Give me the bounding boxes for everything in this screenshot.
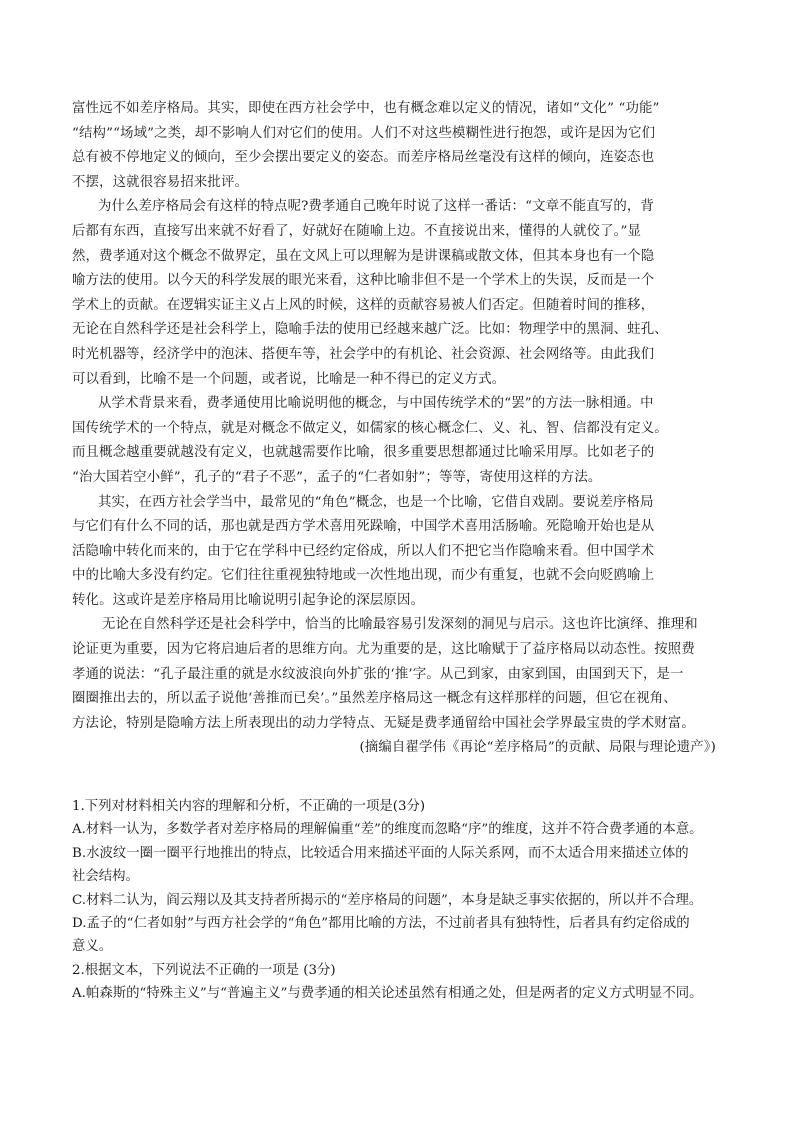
passage-line: 富性远不如差序格局。其实，即使在西方社会学中，也有概念难以定义的情况，诸如“文化” “功能” — [72, 101, 660, 116]
passage-line: “结构”“场域”之类，却不影响人们对它们的使用。人们不对这些模糊性进行抱怨，或许是因为它们 — [72, 125, 656, 141]
passage-line: 国传统学术的一个特点，就是对概念不做定义，如儒家的核心概念仁、义、礼、智、信都没有定义。 — [72, 420, 668, 436]
passage-line: 而且概念越重要就越没有定义，也就越需要作比喻，很多重要思想都通过比喻采用厚。比如老子的 — [72, 445, 655, 461]
passage-line: 孝通的说法：“孔子最注重的就是水纹波浪向外扩张的‘推’字。从己到家，由家到国，由国到天下，是一 — [72, 666, 684, 682]
answer-option: A.材料一认为，多数学者对差序格局的理解偏重“差”的维度而忽略“序”的维度，这并不符合费孝通的本意。 — [72, 822, 703, 838]
passage-line: 可以看到，比喻不是一个问题，或者说，比喻是一种不得已的定义方式。 — [72, 371, 506, 387]
passage-line: 与它们有什么不同的话，那也就是西方学术喜用死跺喻，中国学术喜用活肠喻。死隐喻开始也是从 — [72, 519, 655, 535]
passage-line: 学术上的贡献。在逻辑实证主义占上风的时候，这样的贡献容易被人们否定。但随着时间的推移， — [72, 297, 655, 313]
passage-line: 圈圈推出去的，所以孟子说他‘善推而已矣’。”虽然差序格局这一概念有这样那样的问题，但它在视角、 — [72, 691, 677, 707]
paragraph-start-line: 为什么差序格局会有这样的特点呢?费孝通自己晚年时说了这样一番话：“文章不能直写的，背 — [98, 199, 654, 215]
passage-line: 总有被不停地定义的倾向，至少会摆出要定义的姿态。而差序格局丝毫没有这样的倾向，连姿态也 — [72, 150, 655, 166]
passage-line: 然，费孝通对这个概念不做界定，虽在文风上可以理解为是讲课稿或散文体，但其本身也有一个隐 — [72, 248, 655, 264]
passage-line: 时光机器等，经济学中的泡沫、搭便车等，社会学中的有机论、社会资源、社会网络等。由此我们 — [72, 346, 655, 362]
paragraph-start-line: 其实，在西方社会学当中，最常见的“角色”概念，也是一个比喻，它借自戏剧。要说差序格局 — [98, 494, 654, 510]
passage-line: 不摆，这就很容易招来批评。 — [72, 174, 249, 190]
reading-passage — [72, 97, 732, 761]
passage-line: 活隐喻中转化而来的，由于它在学科中已经约定俗成，所以人们不把它当作隐喻来看。但中国学术 — [72, 543, 655, 559]
passage-line: 无论在自然科学还是社会科学上，隐喻手法的使用已经越来越广泛。比如：物理学中的黑洞、蛀孔、 — [72, 322, 668, 338]
passage-line: 转化。这或许是差序格局用比喻说明引起争论的深层原因。 — [72, 592, 425, 608]
paragraph-start-line: 无论在自然科学还是社会科学中，恰当的比喻最容易引发深刻的洞见与启示。这也许比演绎、推理和 — [102, 617, 698, 633]
answer-option: B.水波纹一圈一圈平行地推出的特点，比较适合用来描述平面的人际关系网，而不太适合用来描述立体的 — [72, 845, 689, 861]
answer-option: A.帕森斯的“特殊主义”与“普遍主义”与费孝通的相关论述虽然有相通之处，但是两者的定义方式明显不同。 — [72, 986, 703, 1002]
answer-option: D.孟子的“仁者如射”与西方社会学的“角色”都用比喻的方法，不过前者具有独特性，后者具有约定俗成的 — [72, 915, 690, 931]
passage-line: 中的比喻大多没有约定。它们往往重视独特地或一次性地出现，而少有重复，也就不会向贬鸥喻上 — [72, 568, 655, 584]
passage-line: 喻方法的使用。以今天的科学发展的眼光来看，这种比喻非但不是一个学术上的失误，反而是一个 — [72, 273, 655, 289]
passage-line: “治大国若空小鲜”，孔子的“君子不恶”，孟子的“仁者如射”；等等，寄使用这样的方法。 — [72, 469, 602, 485]
answer-option-continuation: 社会结构。 — [72, 869, 139, 885]
passage-line: 论证更为重要，因为它将启迪后者的思维方向。尤为重要的是，这比喻赋于了益序格局以动态性。按照费 — [72, 642, 695, 658]
passage-line: 后都有东西，直接写出来就不好看了，好就好在随喻上边。不直接说出来，懂得的人就佼了。”显 — [72, 223, 641, 239]
question-section — [72, 795, 737, 1006]
paragraph-start-line: 从学术背景来看，费孝通使用比喻说明他的概念，与中国传统学术的“罢”的方法一脉相通。中 — [98, 396, 654, 412]
answer-option-continuation: 意义。 — [72, 939, 113, 955]
passage-line: 方法论，特别是隐喻方法上所表现出的动力学特点、无疑是费孝通留给中国社会学界最宝贵的学术财富。 — [72, 715, 695, 731]
question-stem: 2.根据文本，下列说法不正确的一项是 (3分) — [72, 962, 336, 978]
source-citation: (摘编自翟学伟《再论“差序格局”的贡献、局限与理论遗产》) — [359, 740, 716, 756]
answer-option: C.材料二认为，阎云翔以及其支持者所揭示的“差序格局的问题”，本身是缺乏事实依据的，所以并不合理。 — [72, 892, 703, 908]
question-stem: 1.下列对材料相关内容的理解和分析，不正确的一项是(3分) — [72, 799, 426, 814]
